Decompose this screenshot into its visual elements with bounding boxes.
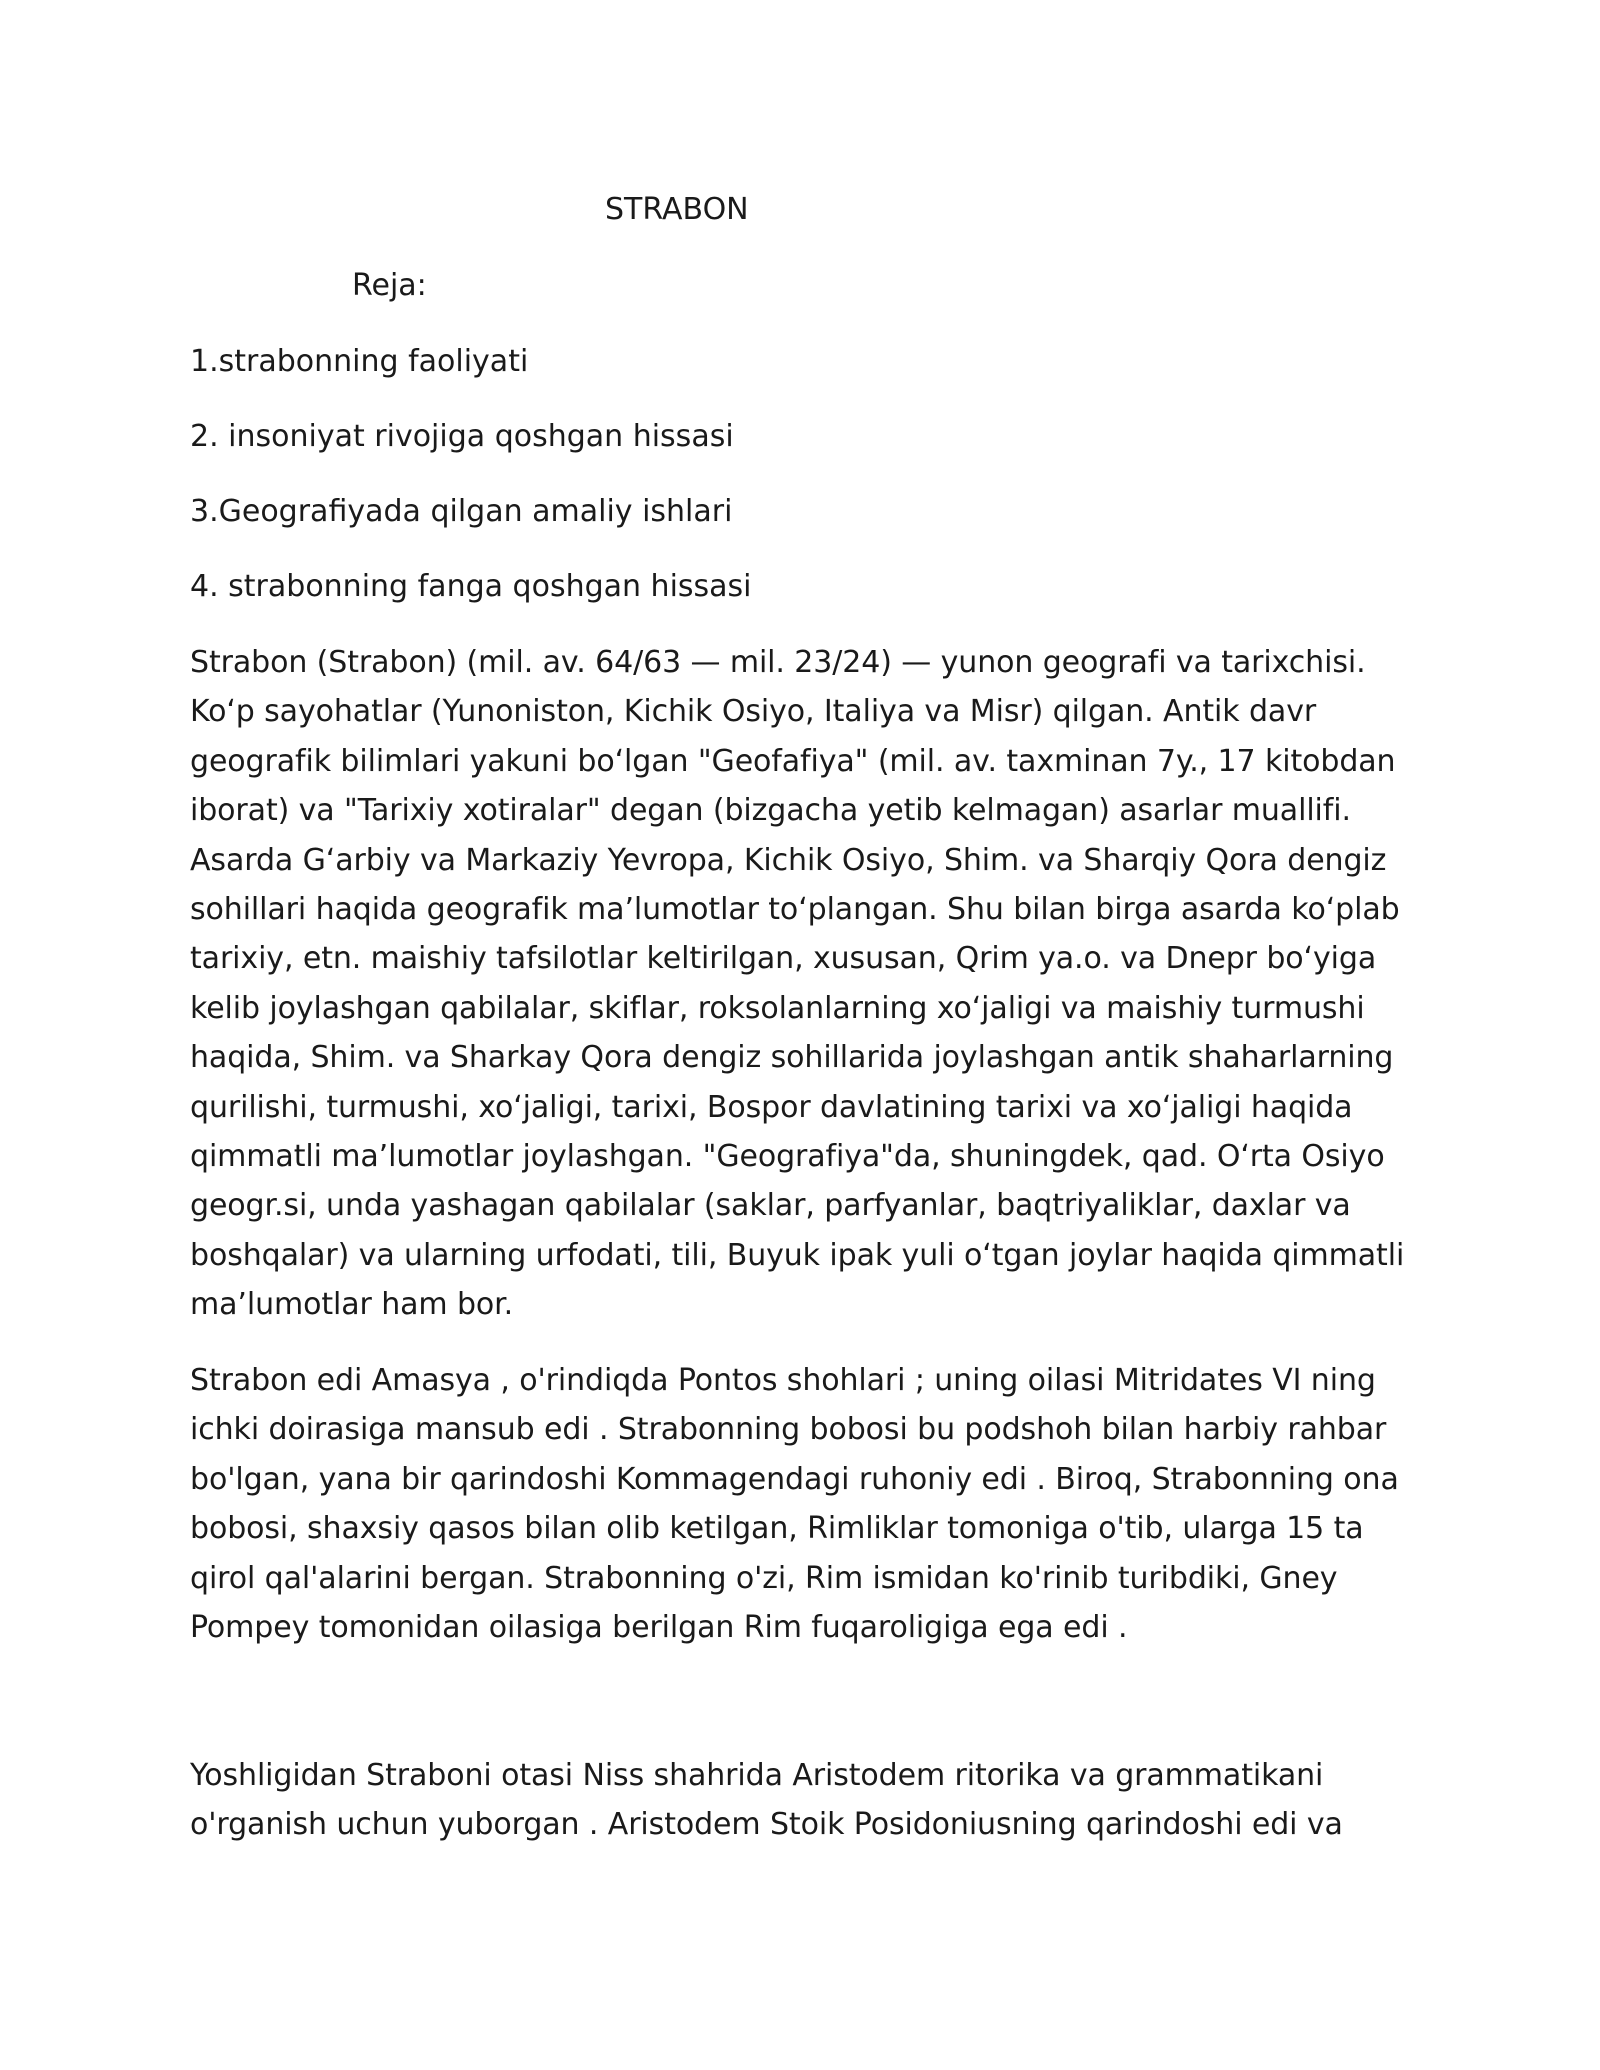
plan-list xyxy=(190,342,752,642)
document-title: STRABON xyxy=(605,192,749,227)
paragraph-biography: Strabon (Strabon) (mil. av. 64/63 — mil. 23/24) — yunon geografi va tarixchisi. Koʻp sayohatlar (Yunoniston, Kichik Osiyo, Italiya va Misr) qilgan. Antik davr geografik bilimlari yakuni boʻlgan "Geofafiya" (mil. av. taxminan 7y., 17 kitobdan iborat) va "Tarixiy xotiralar" degan (bizgacha yetib kelmagan) asarlar muallifi. Asarda Gʻarbiy va Markaziy Yevropa, Kichik Osiyo, Shim. va Sharqiy Qora dengiz sohillari haqida geografik maʼlumotlar toʻplangan. Shu bilan birga asarda koʻplab tarixiy, etn. maishiy tafsilotlar keltirilgan, xususan, Qrim ya.o. va Dnepr boʻyiga kelib joylashgan qabilalar, skiflar, roksolanlarning xoʻjaligi va maishiy turmushi haqida, Shim. va Sharkay Qora dengiz sohillarida joylashgan antik shaharlarning qurilishi, turmushi, xoʻjaligi, tarixi, Bospor davlatining tarixi va xoʻjaligi haqida qimmatli maʼlumotlar joylashgan. "Geografiya"da, shuningdek, qad. Oʻrta Osiyo geogr.si, unda yashagan qabilalar (saklar, parfyanlar, baqtriyaliklar, daxlar va boshqalar) va ularning urfodati, tili, Buyuk ipak yuli oʻtgan joylar haqida qimmatli maʼlumotlar ham bor. xyxy=(190,645,1405,1323)
plan-item: 4. strabonning fanga qoshgan hissasi xyxy=(190,569,752,604)
paragraph-family: Strabon edi Amasya , o'rindiqda Pontos shohlari ; uning oilasi Mitridates VI ning ichki doirasiga mansub edi . Strabonning bobosi bu podshoh bilan harbiy rahbar bo'lgan, yana bir qarindoshi Kommagendagi ruhoniy edi . Biroq, Strabonning ona bobosi, shaxsiy qasos bilan olib ketilgan, Rimliklar tomoniga o'tib, ularga 15 ta qirol qal'alarini bergan. Strabonning o'zi, Rim ismidan ko'rinib turibdiki, Gney Pompey tomonidan oilasiga berilgan Rim fuqaroligiga ega edi . xyxy=(190,1363,1399,1646)
plan-item: 1.strabonning faoliyati xyxy=(190,344,529,379)
plan-item: 2. insoniyat rivojiga qoshgan hissasi xyxy=(190,419,734,454)
paragraph-education: Yoshligidan Straboni otasi Niss shahrida Aristodem ritorika va grammatikani o'rganish uchun yuborgan . Aristodem Stoik Posidoniusning qarindoshi edi va xyxy=(190,1758,1343,1843)
plan-heading: Reja: xyxy=(352,268,427,303)
plan-item: 3.Geografiyada qilgan amaliy ishlari xyxy=(190,494,733,529)
